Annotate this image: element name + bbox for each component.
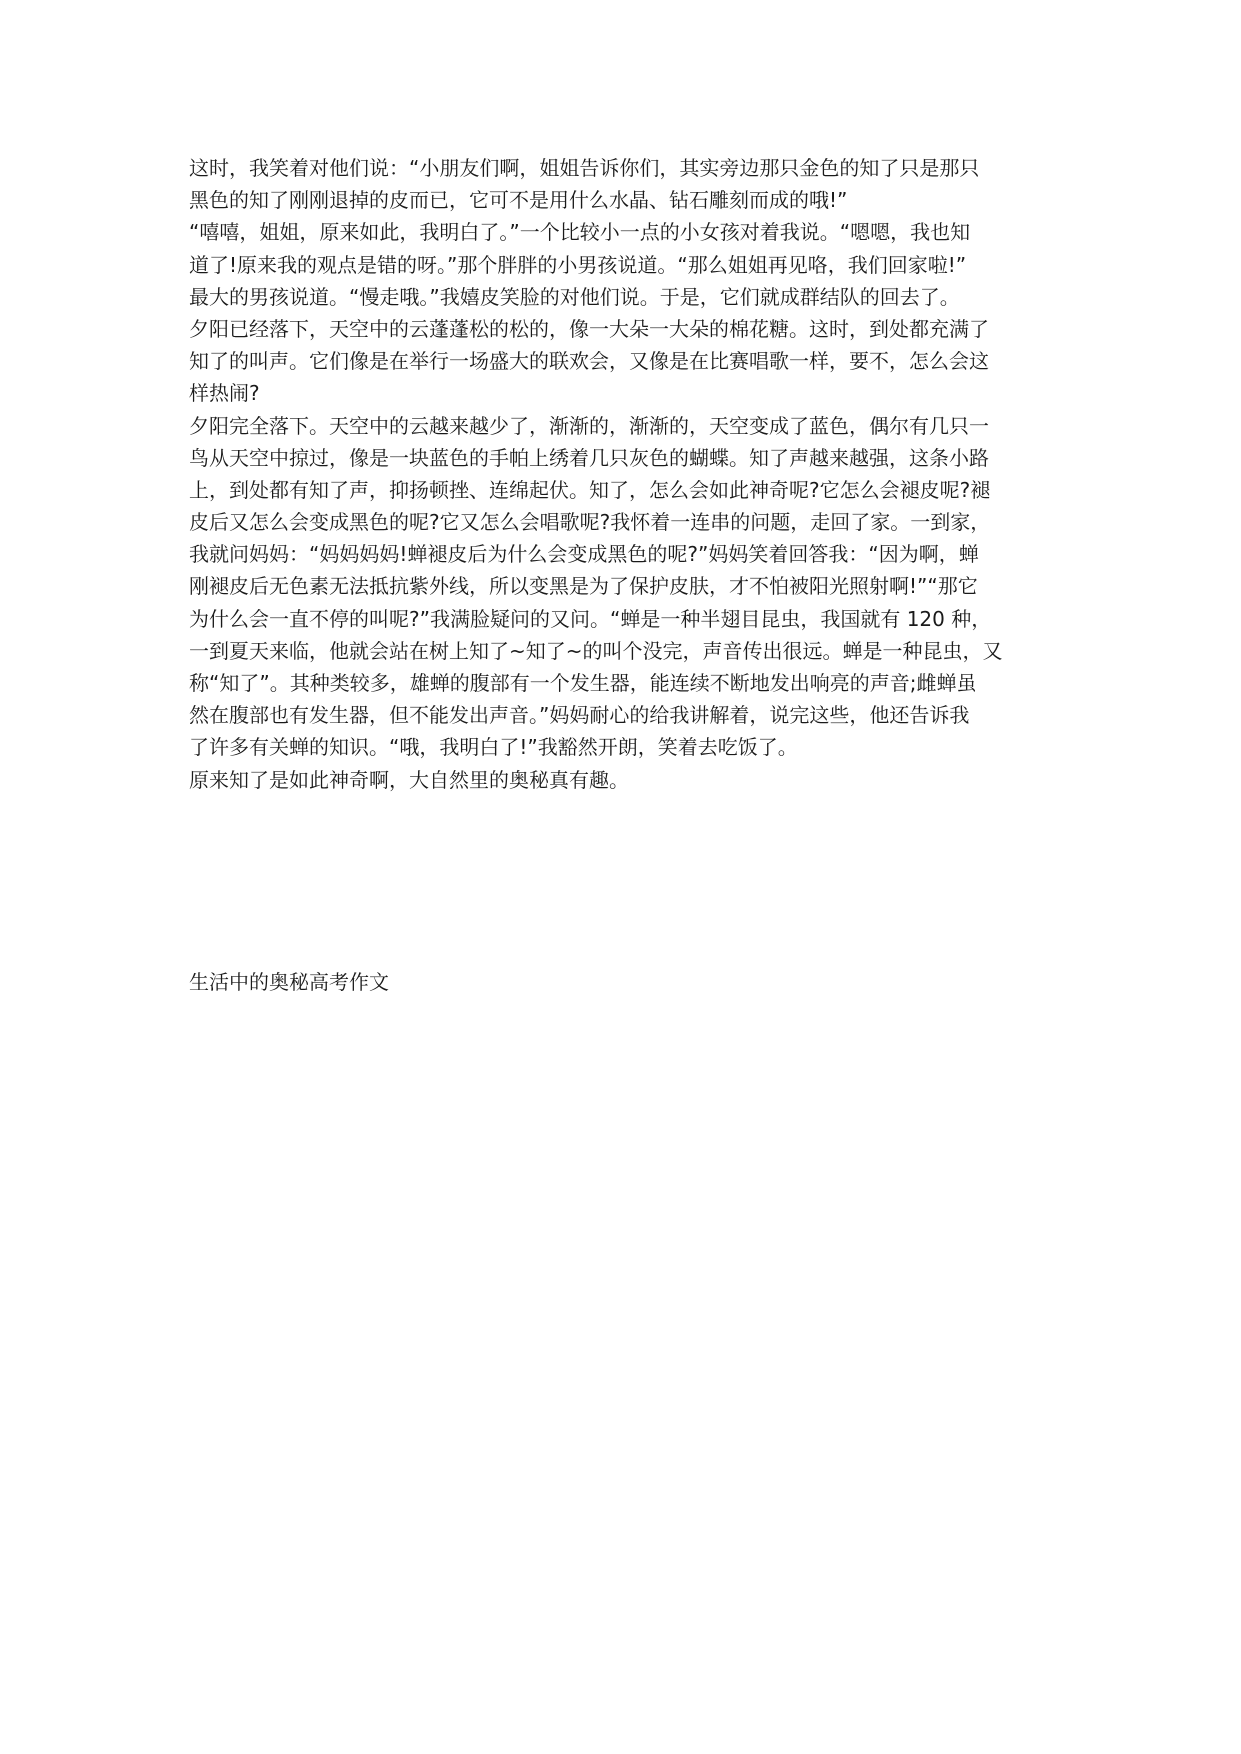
text-line: 样热闹? [189,381,260,406]
text-line: 了许多有关蝉的知识。“哦，我明白了!”我豁然开朗，笑着去吃饭了。 [189,735,798,760]
text-line: 黑色的知了刚刚退掉的皮而已，它可不是用什么水晶、钻石雕刻而成的哦!” [189,188,848,213]
text-line: 称“知了”。其种类较多，雄蝉的腹部有一个发生器，能连续不断地发出响亮的声音;雌蝉虽 [189,671,977,695]
text-line: “嘻嘻，姐姐，原来如此，我明白了。”一个比较小一点的小女孩对着我说。“嗯嗯，我也知 [189,220,971,245]
text-line: 知了的叫声。它们像是在举行一场盛大的联欢会，又像是在比赛唱歌一样，要不，怎么会这 [189,349,989,374]
text-line: 皮后又怎么会变成黑色的呢?它又怎么会唱歌呢?我怀着一连串的问题，走回了家。一到家， [189,510,991,535]
text-line: 夕阳完全落下。天空中的云越来越少了，渐渐的，渐渐的，天空变成了蓝色，偶尔有几只一 [189,413,989,438]
text-line: 这时，我笑着对他们说：“小朋友们啊，姐姐告诉你们，其实旁边那只金色的知了只是那只 [189,156,980,180]
text-line: 鸟从天空中掠过，像是一块蓝色的手帕上绣着几只灰色的蝴蝶。知了声越来越强，这条小路 [189,445,989,470]
text-line: 原来知了是如此神奇啊，大自然里的奥秘真有趣。 [189,767,629,792]
text-line: 为什么会一直不停的叫呢?”我满脸疑问的又问。“蝉是一种半翅目昆虫，我国就有 120 种， [189,606,992,631]
text-line: 然在腹部也有发生器，但不能发出声音。”妈妈耐心的给我讲解着，说完这些，他还告诉我 [189,703,970,728]
text-line: 一到夏天来临，他就会站在树上知了~知了~的叫个没完，声音传出很远。蝉是一种昆虫，又 [189,638,1003,663]
text-line: 上，到处都有知了声，抑扬顿挫、连绵起伏。知了，怎么会如此神奇呢?它怎么会褪皮呢?褪 [189,477,991,502]
text-line: 道了!原来我的观点是错的呀。”那个胖胖的小男孩说道。“那么姐姐再见咯，我们回家啦!” [189,252,967,277]
text-line: 夕阳已经落下，天空中的云蓬蓬松的松的，像一大朵一大朵的棉花糖。这时，到处都充满了 [189,316,989,341]
text-line: 刚褪皮后无色素无法抵抗紫外线，所以变黑是为了保护皮肤，才不怕被阳光照射啊!”“那它 [189,574,978,599]
text-line: 我就问妈妈：“妈妈妈妈!蝉褪皮后为什么会变成黑色的呢?”妈妈笑着回答我：“因为啊，蝉 [189,542,979,567]
article-body [189,152,1069,796]
essay-title: 生活中的奥秘高考作文 [189,970,389,994]
text-line: 最大的男孩说道。“慢走哦。”我嬉皮笑脸的对他们说。于是，它们就成群结队的回去了。 [189,284,960,309]
